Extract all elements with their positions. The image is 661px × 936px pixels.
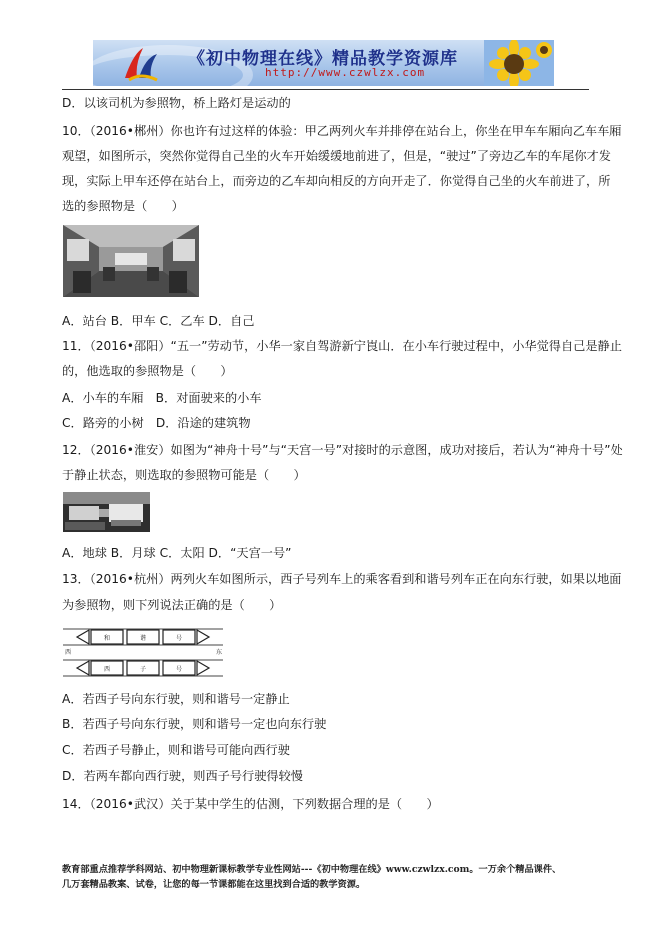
- footer-line-2: 几万套精品教案、试卷，让您的每一节课都能在这里找到合适的教学资源。: [62, 879, 366, 890]
- question-14-line-1: 14．（2016•武汉）关于某中学生的估测，下列数据合理的是（ ）: [62, 797, 439, 811]
- header-banner: [93, 40, 554, 86]
- option-d-q9: D．以该司机为参照物，桥上路灯是运动的: [62, 96, 291, 110]
- question-13-option-b: B．若西子号向东行驶，则和谐号一定也向东行驶: [62, 717, 327, 731]
- question-10-options: A．站台 B．甲车 C．乙车 D．自己: [62, 314, 255, 328]
- site-logo-icon: [121, 44, 161, 84]
- sunflower-icon: [484, 40, 554, 86]
- header-divider: [62, 89, 589, 90]
- question-11-line-2: 的，他选取的参照物是（ ）: [62, 364, 233, 378]
- question-11-options-ab: A．小车的车厢 B．对面驶来的小车: [62, 391, 262, 405]
- question-12-line-2: 于静止状态，则选取的参照物可能是（ ）: [62, 468, 306, 482]
- top-train-car-2: 谐: [139, 635, 147, 642]
- question-12-line-1: 12．（2016•淮安）如图为“神舟十号”与“天宫一号”对接时的示意图，成功对接后，若认为“神舟十号”处: [62, 443, 623, 457]
- question-11-options-cd: C．路旁的小树 D．沿途的建筑物: [62, 416, 251, 430]
- train-interior-photo: [63, 225, 199, 297]
- bottom-train-car-3: 号: [175, 666, 183, 673]
- question-12-options: A．地球 B．月球 C．太阳 D．“天宫一号”: [62, 546, 292, 560]
- page-footer: [62, 862, 561, 892]
- banner-url: http://www.czwlzx.com: [265, 66, 426, 79]
- question-10-line-1: 10．（2016•郴州）你也许有过这样的体验：甲乙两列火车并排停在站台上，你坐在甲车车厢向乙车车厢: [62, 124, 622, 138]
- banner-title: 《初中物理在线》精品教学资源库: [188, 49, 458, 69]
- top-train-car-1: 和: [103, 635, 111, 642]
- west-label: 西: [65, 649, 72, 656]
- question-13-option-c: C．若西子号静止，则和谐号可能向西行驶: [62, 743, 290, 757]
- east-label: 东: [216, 649, 223, 656]
- question-13-option-a: A．若西子号向东行驶，则和谐号一定静止: [62, 692, 290, 706]
- bottom-train-car-1: 西: [103, 666, 111, 673]
- bottom-train-car-2: 子: [139, 666, 147, 673]
- question-10-line-4: 选的参照物是（ ）: [62, 199, 184, 213]
- docking-photo: [63, 492, 150, 532]
- question-11-line-1: 11．（2016•邵阳）“五一”劳动节，小华一家自驾游新宁崀山．在小车行驶过程中，小华觉得自己是静止: [62, 339, 622, 353]
- two-trains-diagram: [63, 624, 223, 682]
- footer-line-1: 教育部重点推荐学科网站、初中物理新课标教学专业性网站---《初中物理在线》www.czwlzx.com。一万余个精品课件、: [62, 864, 562, 875]
- question-13-option-d: D．若两车都向西行驶，则西子号行驶得较慢: [62, 769, 303, 783]
- question-13-line-1: 13．（2016•杭州）两列火车如图所示，西子号列车上的乘客看到和谐号列车正在向东行驶，如果以地面: [62, 572, 622, 586]
- top-train-car-3: 号: [175, 635, 183, 642]
- question-13-line-2: 为参照物，则下列说法正确的是（ ）: [62, 598, 282, 612]
- question-10-line-2: 观望，如图所示，突然你觉得自己坐的火车开始缓缓地前进了，但是，“驶过”了旁边乙车的车尾你才发: [62, 149, 611, 163]
- question-10-line-3: 现，实际上甲车还停在站台上，而旁边的乙车却向相反的方向开走了．你觉得自己坐的火车前进了，所: [62, 174, 611, 188]
